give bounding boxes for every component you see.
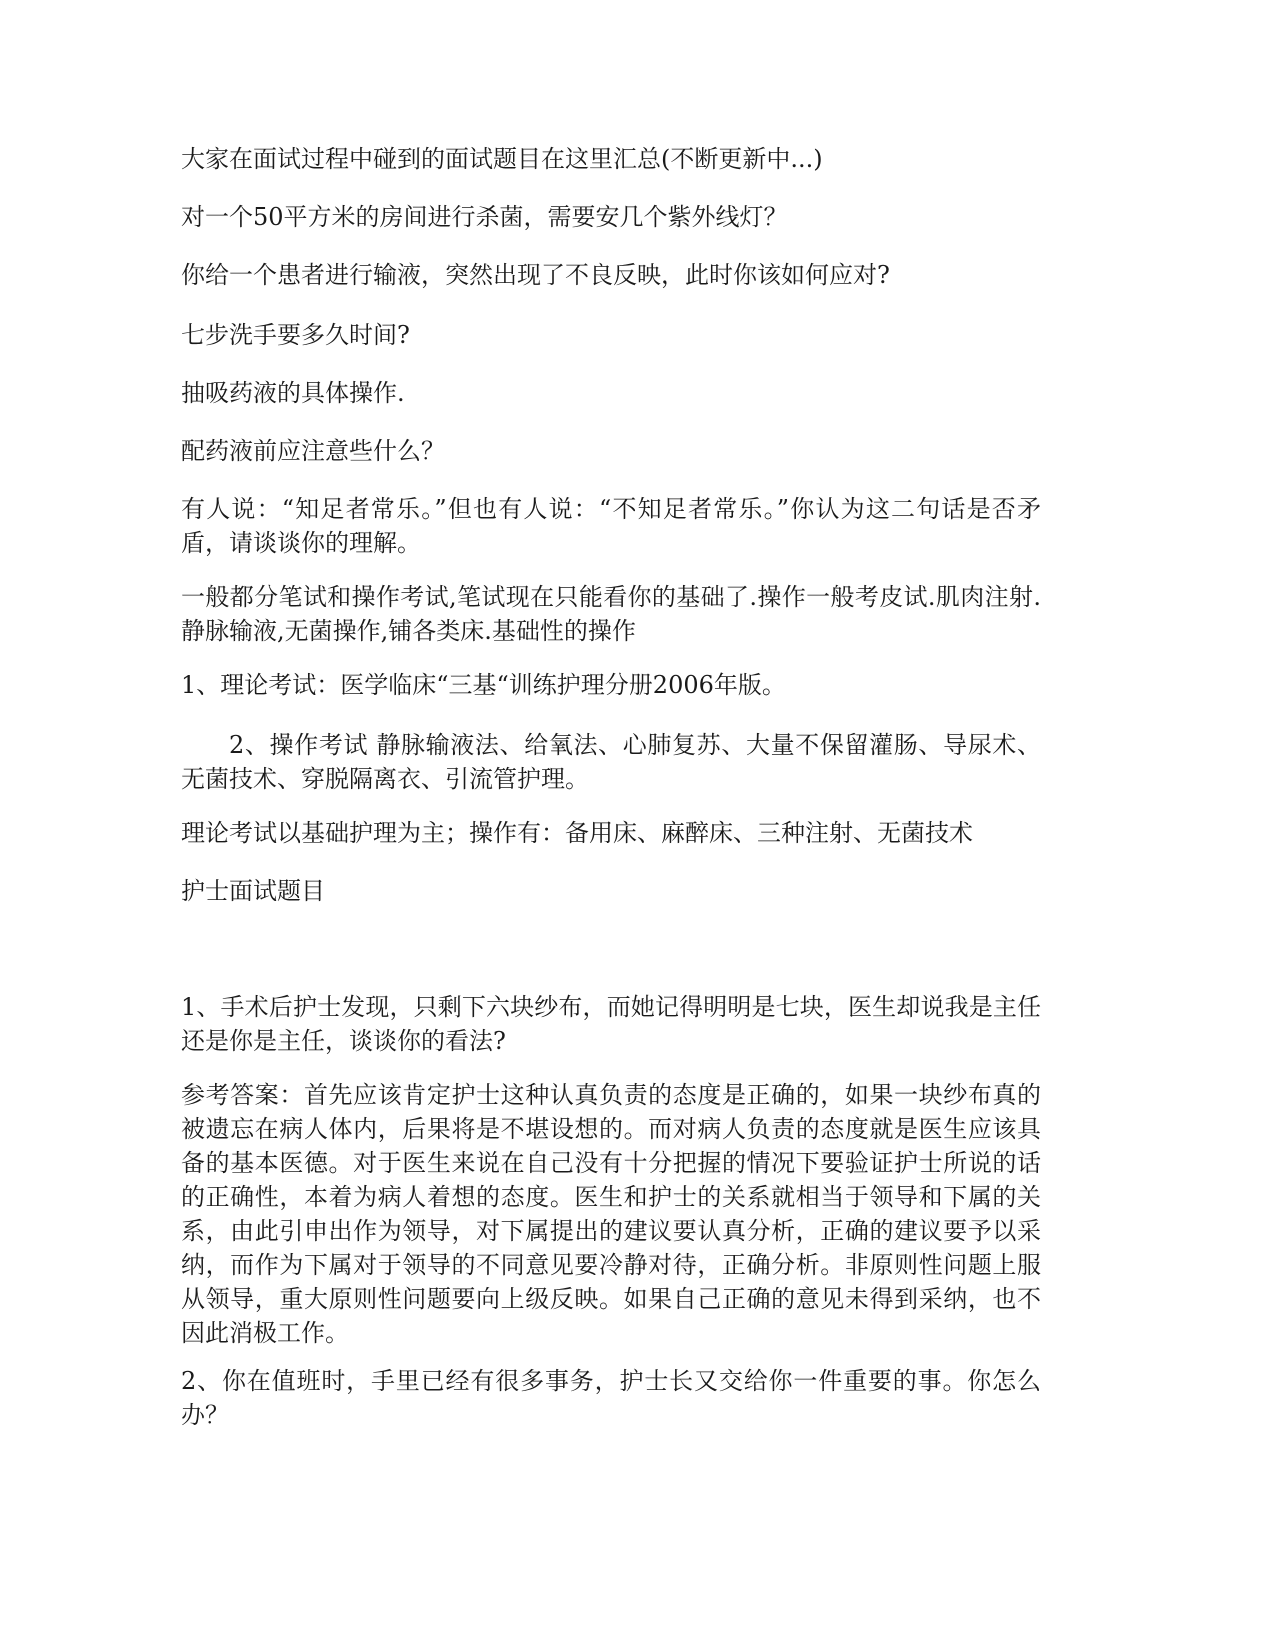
paragraph-exam-overview: 一般都分笔试和操作考试,笔试现在只能看你的基础了.操作一般考皮试.肌肉注射.静脉输液,无菌操作,铺各类床.基础性的操作: [181, 583, 1041, 645]
paragraph-answer-1: 参考答案：首先应该肯定护士这种认真负责的态度是正确的，如果一块纱布真的被遗忘在病人体内，后果将是不堪设想的。而对病人负责的态度就是医生应该具备的基本医德。对于医生来说在自己没有十分把握的情况下要验证护士所说的话的正确性，本着为病人着想的态度。医生和护士的关系就相当于领导和下属的关系，由此引申出作为领导，对下属提出的建议要认真分析，正确的建议要予以采纳，而作为下属对于领导的不同意见要冷静对待，正确分析。非原则性问题上服从领导，重大原则性问题要向上级反映。如果自己正确的意见未得到采纳，也不因此消极工作。: [181, 1081, 1041, 1347]
paragraph-theory-exam: 1、理论考试：医学临床“三基“训练护理分册2006年版。: [181, 671, 786, 699]
paragraph-question-uv-lamp: 对一个50平方米的房间进行杀菌，需要安几个紫外线灯？: [181, 203, 788, 231]
section-heading-nurse-questions: 护士面试题目: [181, 877, 325, 905]
paragraph-intro: 大家在面试过程中碰到的面试题目在这里汇总(不断更新中...): [181, 145, 823, 173]
paragraph-practical-exam: 2、操作考试 静脉输液法、给氧法、心肺复苏、大量不保留灌肠、导尿术、无菌技术、穿脱隔离衣、引流管护理。: [181, 731, 1041, 793]
paragraph-question-drawing-liquid: 抽吸药液的具体操作.: [181, 379, 405, 407]
paragraph-question-2: 2、你在值班时，手里已经有很多事务，护士长又交给你一件重要的事。你怎么办？: [181, 1367, 1041, 1429]
paragraph-question-handwash: 七步洗手要多久时间?: [181, 321, 410, 349]
paragraph-question-preparation: 配药液前应注意些什么？: [181, 437, 445, 465]
paragraph-question-1: 1、手术后护士发现，只剩下六块纱布，而她记得明明是七块，医生却说我是主任还是你是主任，谈谈你的看法?: [181, 993, 1041, 1055]
paragraph-question-infusion: 你给一个患者进行输液，突然出现了不良反映，此时你该如何应对?: [181, 261, 890, 289]
paragraph-question-contentment: 有人说：“知足者常乐。”但也有人说：“不知足者常乐。”你认为这二句话是否矛盾，请谈谈你的理解。: [181, 495, 1041, 557]
paragraph-theory-practical-summary: 理论考试以基础护理为主；操作有：备用床、麻醉床、三种注射、无菌技术: [181, 819, 973, 847]
